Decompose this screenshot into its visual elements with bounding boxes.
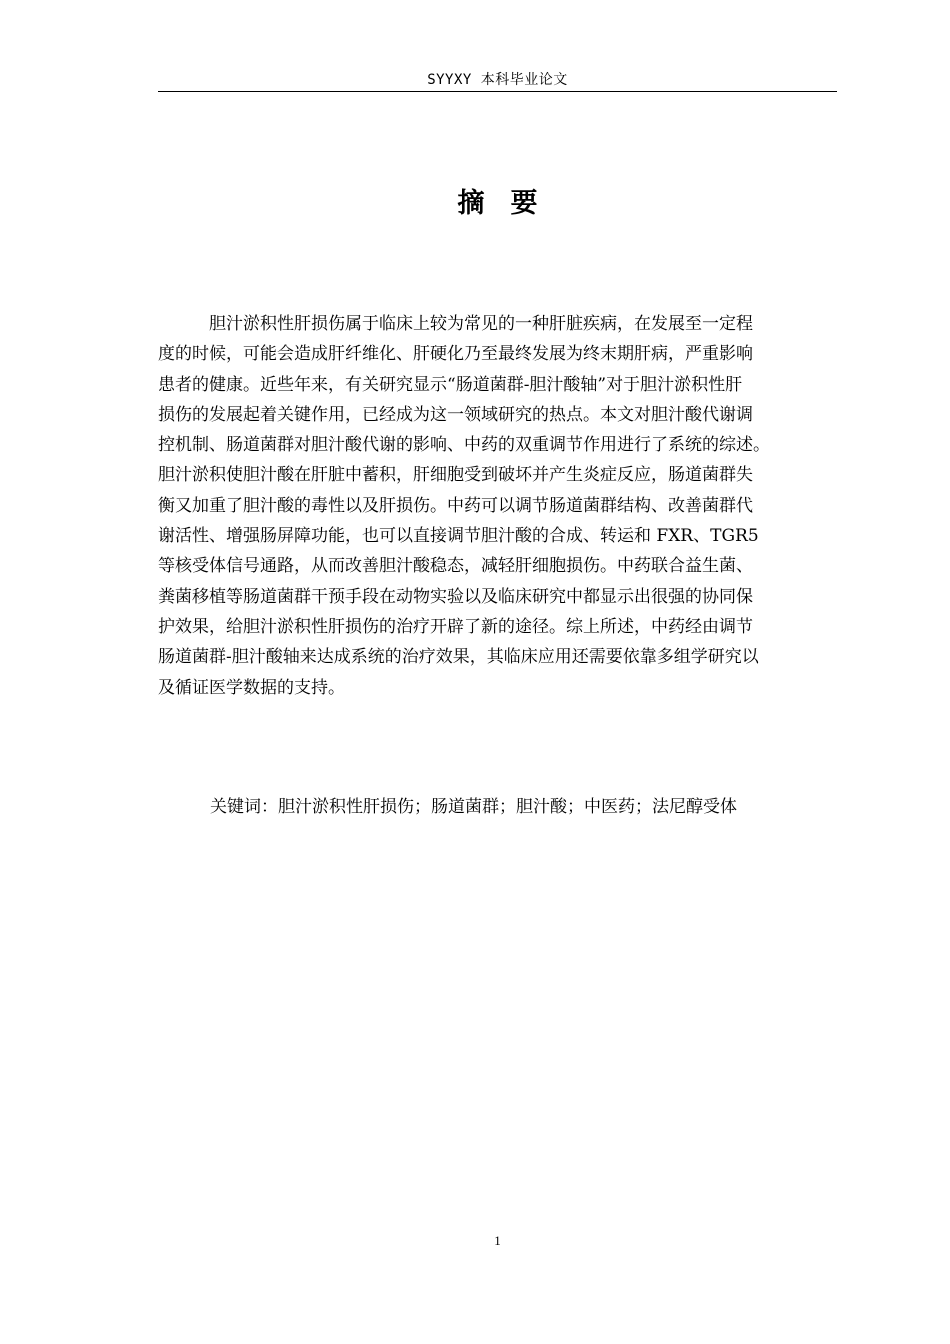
header-divider: [158, 91, 837, 92]
abstract-line: 患者的健康。近些年来，有关研究显示“肠道菌群-胆汁酸轴”对于胆汁淤积性肝: [158, 374, 743, 395]
abstract-line: 胆汁淤积使胆汁酸在肝脏中蓄积，肝细胞受到破坏并产生炎症反应，肠道菌群失: [158, 465, 753, 486]
abstract-title: [158, 186, 837, 222]
running-header: SYYXY 本科毕业论文: [427, 72, 568, 88]
title-char-1: 摘: [457, 188, 485, 219]
abstract-line: 谢活性、增强肠屏障功能，也可以直接调节胆汁酸的合成、转运和 FXR、TGR5: [158, 526, 759, 547]
abstract-line: 胆汁淤积性肝损伤属于临床上较为常见的一种肝脏疾病，在发展至一定程: [209, 314, 753, 334]
keywords-line: [210, 792, 840, 822]
keywords-label: 关键词：: [210, 797, 278, 817]
abstract-line: 等核受体信号通路，从而改善胆汁酸稳态，减轻肝细胞损伤。中药联合益生菌、: [158, 556, 753, 577]
keywords-value: 胆汁淤积性肝损伤；肠道菌群；胆汁酸；中医药；法尼醇受体: [278, 797, 737, 817]
abstract-line: 损伤的发展起着关键作用，已经成为这一领域研究的热点。本文对胆汁酸代谢调: [158, 404, 753, 425]
abstract-body: [158, 309, 838, 703]
page-number: 1: [494, 1233, 501, 1248]
abstract-line: 度的时候，可能会造成肝纤维化、肝硬化乃至最终发展为终末期肝病，严重影响: [158, 344, 753, 365]
title-char-2: 要: [510, 188, 538, 219]
abstract-line: 控机制、肠道菌群对胆汁酸代谢的影响、中药的双重调节作用进行了系统的综述。: [158, 435, 770, 456]
abstract-line: 及循证医学数据的支持。: [158, 677, 345, 698]
abstract-line: 粪菌移植等肠道菌群干预手段在动物实验以及临床研究中都显示出很强的协同保: [158, 586, 753, 607]
abstract-line: 衡又加重了胆汁酸的毒性以及肝损伤。中药可以调节肠道菌群结构、改善菌群代: [158, 495, 753, 516]
abstract-line: 肠道菌群-胆汁酸轴来达成系统的治疗效果，其临床应用还需要依靠多组学研究以: [158, 647, 759, 668]
abstract-line: 护效果，给胆汁淤积性肝损伤的治疗开辟了新的途径。综上所述，中药经由调节: [158, 616, 753, 637]
